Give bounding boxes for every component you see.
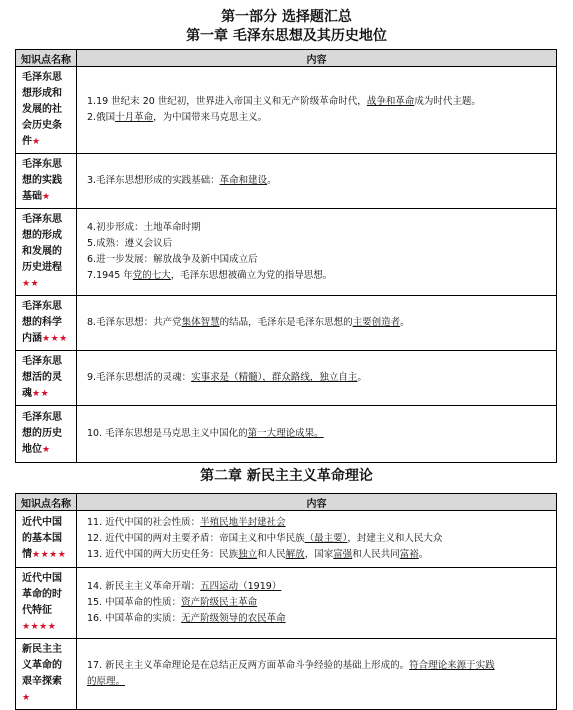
knowledge-point-name	[16, 639, 77, 710]
knowledge-point-name	[16, 154, 77, 209]
chapter1-title: 第一章 毛泽东思想及其历史地位	[186, 28, 387, 44]
key-term: 十月革命	[115, 112, 154, 123]
content-cell	[77, 406, 557, 463]
key-term: （最主要）	[304, 533, 348, 544]
key-term: 党的七大	[132, 270, 171, 281]
content-line	[87, 595, 550, 611]
table-row	[16, 406, 557, 463]
knowledge-point-label: 毛泽东思想形成和发展的社会历史条件	[22, 72, 62, 147]
content-text: 12. 近代中国的两对主要矛盾：帝国主义和中华民族	[87, 533, 305, 544]
table-header-row	[16, 50, 557, 67]
content-text: 13. 近代中国的两大历史任务：民族	[87, 549, 239, 560]
content-text: 1.19 世纪末 20 世纪初，世界进入帝国主义和无产阶级革命时代，	[87, 96, 367, 107]
knowledge-point-label: 毛泽东思想活的灵魂	[22, 356, 62, 399]
content-line	[87, 370, 550, 386]
knowledge-point-name	[16, 67, 77, 154]
content-cell	[77, 67, 557, 154]
content-text: 。	[418, 549, 429, 560]
header-knowledge-point: 知识点名称	[16, 494, 77, 511]
content-line	[87, 531, 550, 547]
key-term: 集体智慧	[181, 317, 220, 328]
chapter1-table	[15, 49, 557, 463]
content-text: 8.毛泽东思想：共产党	[87, 317, 182, 328]
content-text: 成为时代主题。	[414, 96, 481, 107]
content-text: 3.毛泽东思想形成的实践基础：	[87, 175, 220, 186]
content-cell	[77, 209, 557, 296]
content-text: 17. 新民主主义革命理论是在总结正反两方面革命斗争经验的基础上形成的。	[87, 660, 410, 671]
key-term: 富强	[333, 549, 353, 560]
content-text: 。	[267, 175, 277, 186]
key-term: 实事求是（精髓），群众路线，独立自主	[191, 372, 358, 383]
content-text: 7.1945 年	[87, 270, 133, 281]
header-content: 内容	[77, 494, 557, 511]
content-text: 16. 中国革命的实质：	[87, 613, 182, 624]
content-cell	[77, 296, 557, 351]
importance-stars: ★★	[32, 389, 50, 399]
content-text: 9.毛泽东思想活的灵魂：	[87, 372, 192, 383]
chapter2-title: 第二章 新民主主义革命理论	[200, 468, 373, 484]
table-row	[16, 296, 557, 351]
content-text: 。	[357, 372, 367, 383]
key-term: 无产阶级领导的农民革命	[181, 613, 286, 624]
key-term: 独立	[238, 549, 258, 560]
importance-stars: ★★★	[42, 334, 68, 344]
key-term: 革命和建设	[219, 175, 268, 186]
key-term: 资产阶级民主革命	[181, 597, 258, 608]
content-text: 。	[400, 317, 410, 328]
table-row	[16, 67, 557, 154]
content-line	[87, 173, 550, 189]
content-text: 11. 近代中国的社会性质：	[87, 517, 201, 528]
knowledge-point-label: 毛泽东思想的历史地位	[22, 412, 62, 455]
content-cell	[77, 568, 557, 639]
knowledge-point-label: 近代中国的基本国情	[22, 517, 62, 560]
key-term: 五四运动（1919）	[200, 581, 282, 592]
content-line	[87, 426, 550, 442]
key-term: 解放	[285, 549, 305, 560]
key-term: 战争和革命	[366, 96, 415, 107]
knowledge-point-label: 毛泽东思想的科学内涵	[22, 301, 62, 344]
header-knowledge-point: 知识点名称	[16, 50, 77, 67]
content-text: 10. 毛泽东思想是马克思主义中国化的	[87, 428, 248, 439]
content-text: 和人民共同	[352, 549, 400, 560]
table-row	[16, 154, 557, 209]
content-text: 的结晶，毛泽东是毛泽东思想的	[219, 317, 353, 328]
knowledge-point-name	[16, 296, 77, 351]
table-row	[16, 568, 557, 639]
chapter2-table	[15, 493, 557, 710]
content-line	[87, 268, 550, 284]
knowledge-point-name	[16, 406, 77, 463]
importance-stars: ★★	[22, 279, 40, 289]
content-line	[87, 236, 550, 252]
content-text: 4.初步形成：土地革命时期	[87, 222, 201, 233]
content-line	[87, 547, 550, 563]
key-term: 符合理论来源于实践	[409, 660, 495, 671]
table-row	[16, 639, 557, 710]
importance-stars: ★	[42, 445, 51, 455]
content-cell	[77, 154, 557, 209]
content-text: 14. 新民主主义革命开端：	[87, 581, 201, 592]
content-text: 和人民	[257, 549, 286, 560]
importance-stars: ★	[32, 137, 41, 147]
content-text: 5.成熟：遵义会议后	[87, 238, 173, 249]
content-line	[87, 94, 550, 110]
importance-stars: ★	[22, 693, 31, 703]
content-text: ，国家	[304, 549, 334, 560]
key-term: 半殖民地半封建社会	[200, 517, 286, 528]
content-text: 15. 中国革命的性质：	[87, 597, 182, 608]
part-title: 第一部分 选择题汇总	[221, 9, 352, 25]
table-row	[16, 511, 557, 568]
knowledge-point-name	[16, 209, 77, 296]
content-cell	[77, 511, 557, 568]
content-line	[87, 220, 550, 236]
content-line	[87, 611, 550, 627]
table-row	[16, 351, 557, 406]
key-term: 主要创造者	[352, 317, 401, 328]
header-content: 内容	[77, 50, 557, 67]
content-line	[87, 579, 550, 595]
knowledge-point-label: 近代中国革命的时代特征	[22, 573, 62, 616]
content-line	[87, 515, 550, 531]
content-line	[87, 252, 550, 268]
table-row	[16, 209, 557, 296]
content-line	[87, 315, 550, 331]
importance-stars: ★★★★	[22, 622, 57, 632]
knowledge-point-label: 毛泽东思想的形成和发展的历史进程	[22, 214, 62, 273]
knowledge-point-label: 毛泽东思想的实践基础	[22, 159, 62, 202]
content-line	[87, 110, 550, 126]
content-text: 2.俄国	[87, 112, 116, 123]
table-header-row	[16, 494, 557, 511]
content-cell	[77, 639, 557, 710]
knowledge-point-label: 新民主主义革命的艰辛探索	[22, 644, 62, 687]
content-line	[87, 658, 550, 674]
content-text: ，封建主义和人民大众	[347, 533, 443, 544]
key-term: 富裕	[399, 549, 419, 560]
key-term: 第一大理论成果。	[247, 428, 324, 439]
content-cell	[77, 351, 557, 406]
key-term: 的原理。	[87, 676, 126, 687]
knowledge-point-name	[16, 351, 77, 406]
knowledge-point-name	[16, 511, 77, 568]
content-line	[87, 674, 550, 690]
knowledge-point-name	[16, 568, 77, 639]
content-text: ，毛泽东思想被确立为党的指导思想。	[170, 270, 333, 281]
content-text: 6.进一步发展：解放战争及新中国成立后	[87, 254, 258, 265]
importance-stars: ★	[42, 192, 51, 202]
importance-stars: ★★★★	[32, 550, 67, 560]
content-text: ，为中国带来马克思主义。	[153, 112, 268, 123]
